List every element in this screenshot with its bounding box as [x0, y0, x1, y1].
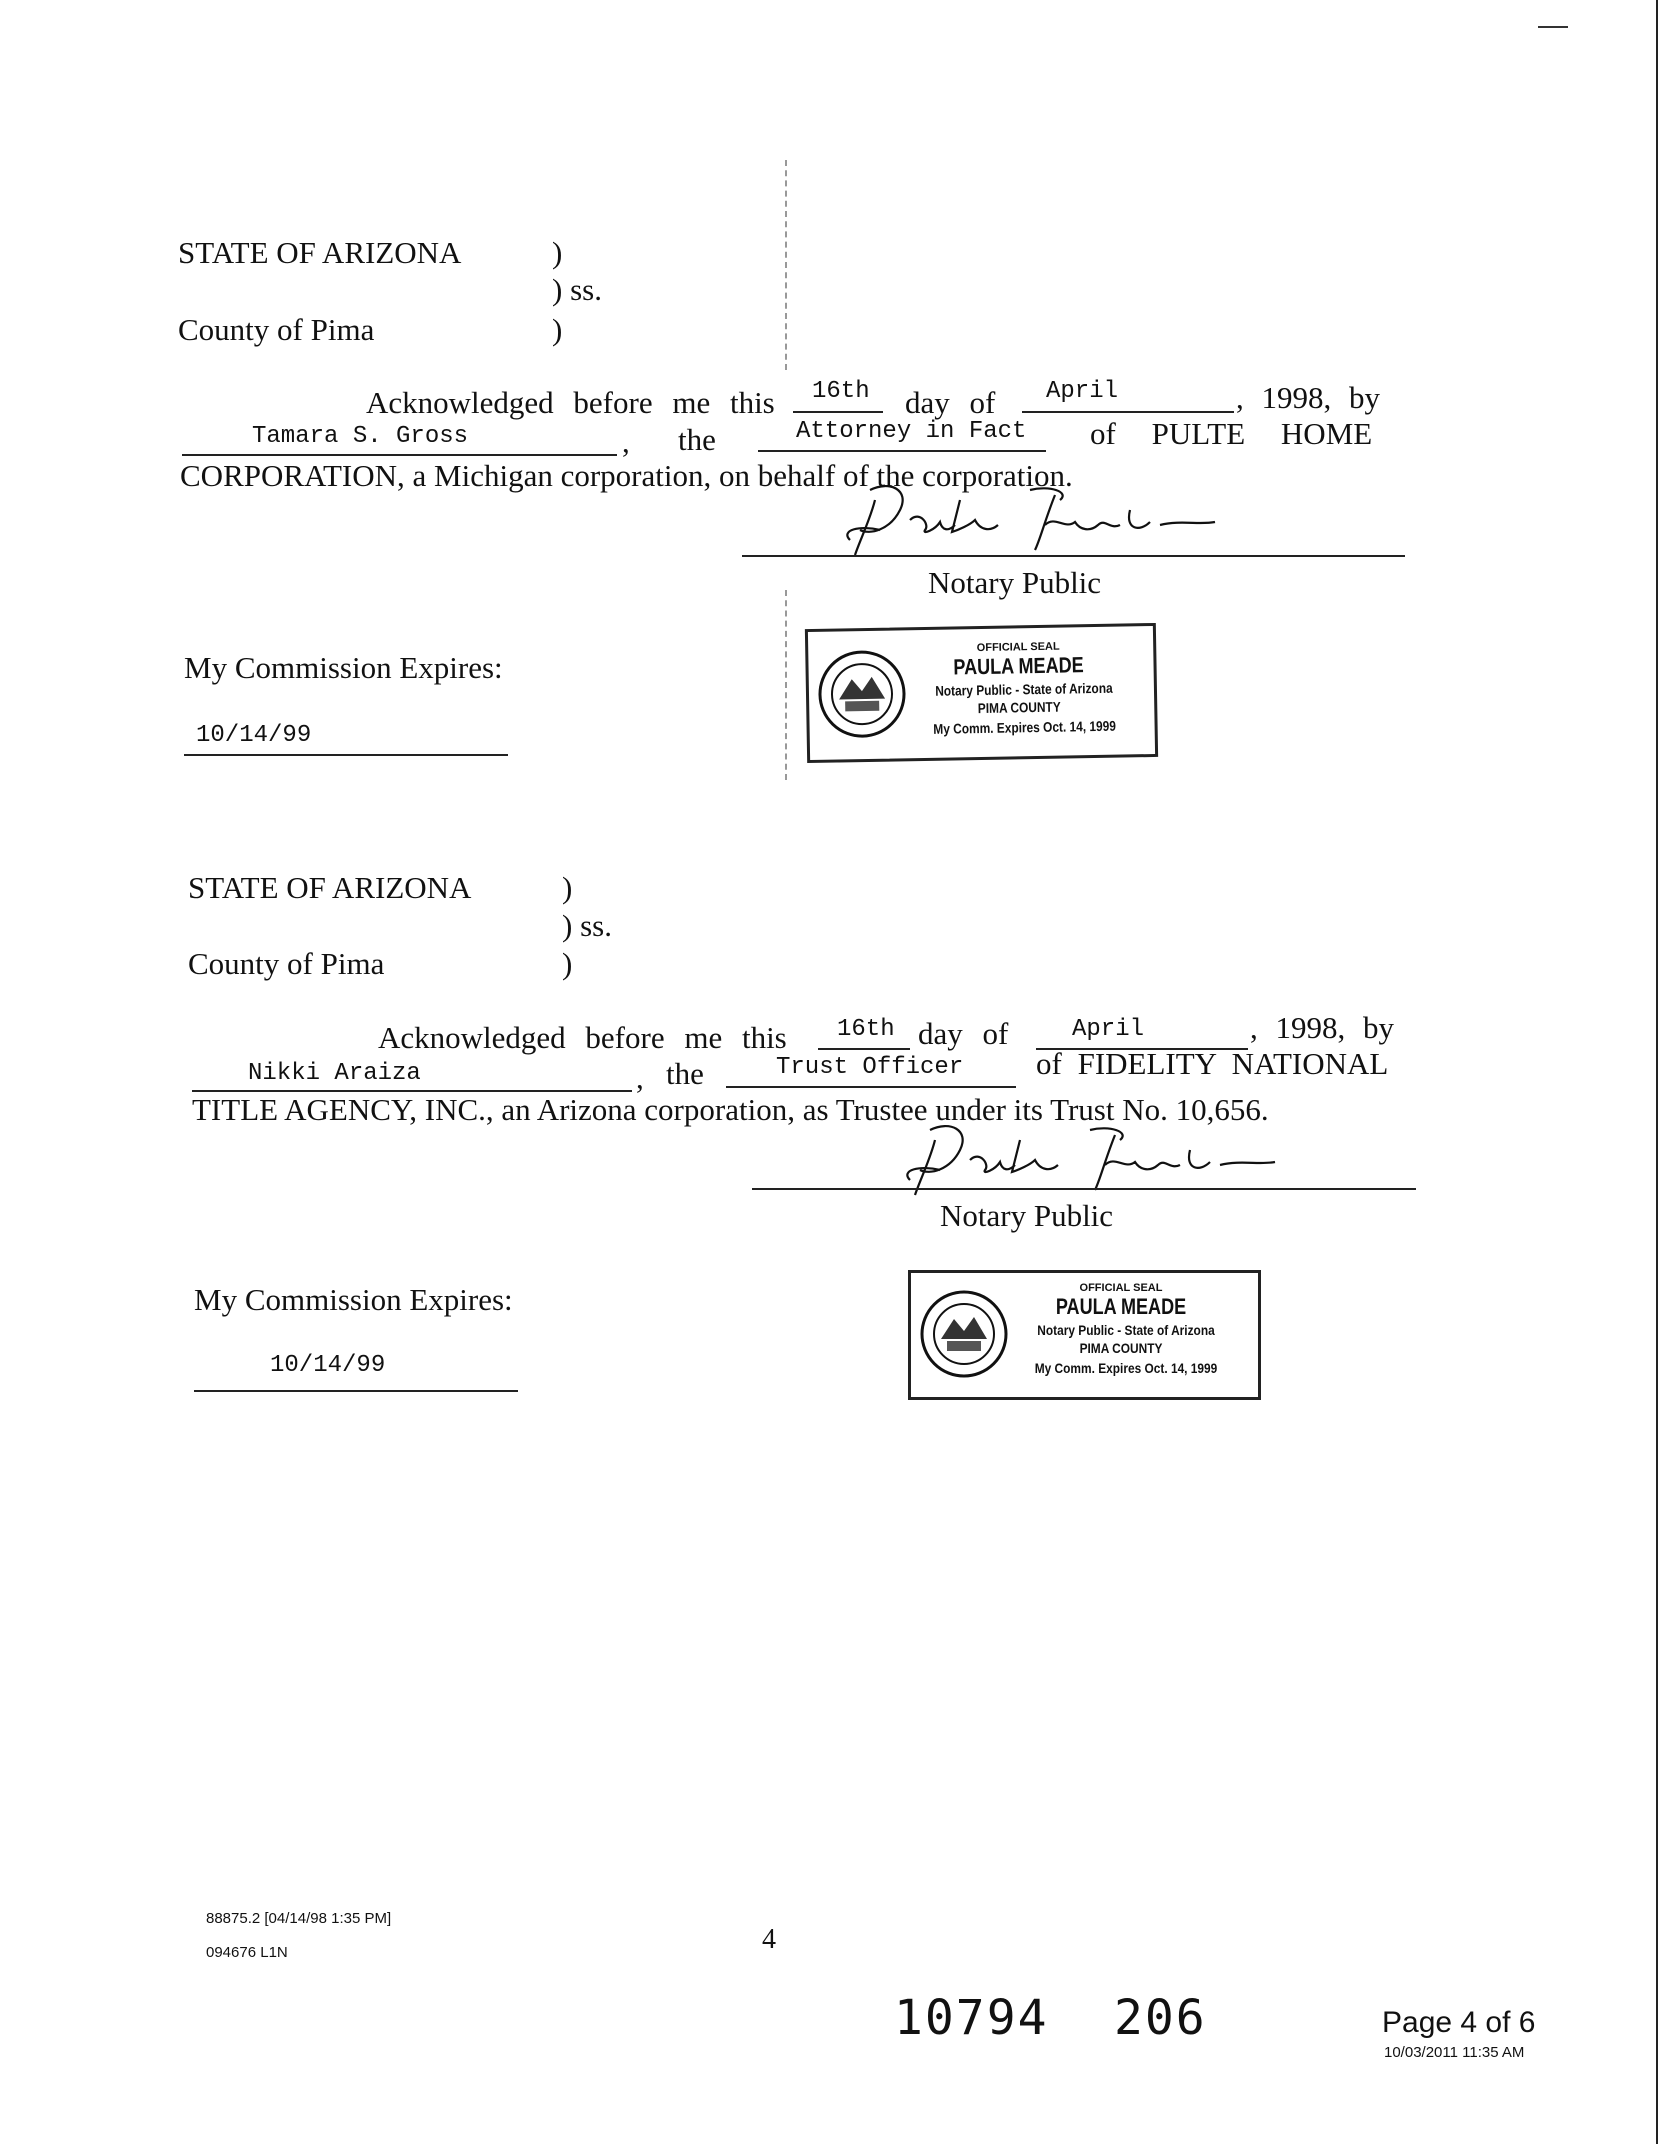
state-label: STATE OF ARIZONA	[178, 235, 462, 270]
state-seal-icon	[816, 648, 908, 740]
commission-underline	[184, 754, 508, 756]
seal-name: PAULA MEADE	[953, 652, 1084, 680]
scan-mark	[1538, 26, 1568, 28]
comma: ,	[622, 424, 630, 459]
ack-prefix: Acknowledged before me this	[378, 1020, 787, 1055]
seal-line1: Notary Public - State of Arizona	[935, 679, 1113, 699]
commission-date: 10/14/99	[196, 722, 312, 749]
role-underline	[726, 1086, 1016, 1088]
the-word: the	[678, 422, 716, 457]
county-label: County of Pima	[188, 946, 385, 981]
state-label: STATE OF ARIZONA	[188, 870, 472, 905]
day-word: day of	[918, 1016, 1009, 1051]
signature-line	[742, 555, 1405, 557]
page-of-count: Page 4 of 6	[1382, 2006, 1536, 2039]
day-underline	[793, 411, 883, 413]
entity-line2: CORPORATION, a Michigan corporation, on behalf of the corporation.	[180, 458, 1073, 493]
person-name: Nikki Araiza	[248, 1060, 421, 1087]
county-label: County of Pima	[178, 312, 375, 347]
paren: )	[552, 235, 563, 270]
recording-page: 206	[1114, 1990, 1207, 2046]
day-value: 16th	[812, 378, 870, 405]
ss-label: ) ss.	[562, 908, 612, 943]
comma: ,	[636, 1060, 644, 1095]
role-underline	[758, 450, 1046, 452]
page-edge-line	[1656, 0, 1658, 2144]
paren: )	[562, 946, 573, 981]
paren: )	[552, 312, 563, 347]
commission-label: My Commission Expires:	[184, 650, 503, 685]
seal-official: OFFICIAL SEAL	[1079, 1282, 1163, 1294]
year-by: , 1998, by	[1250, 1010, 1394, 1045]
notary-public-label: Notary Public	[928, 565, 1102, 600]
month-value: April	[1046, 378, 1119, 405]
person-name: Tamara S. Gross	[252, 423, 469, 450]
notary-public-label: Notary Public	[940, 1198, 1114, 1233]
recording-book: 10794	[894, 1990, 1049, 2046]
month-value: April	[1072, 1016, 1145, 1043]
seal-line1: Notary Public - State of Arizona	[1037, 1322, 1215, 1338]
notary-signature	[890, 1110, 1290, 1200]
scan-artifact	[785, 160, 787, 370]
day-value: 16th	[837, 1016, 895, 1043]
notary-signature	[830, 470, 1230, 560]
entity-line1: of PULTE HOME	[1090, 416, 1373, 451]
seal-line3: My Comm. Expires Oct. 14, 1999	[1034, 1360, 1218, 1376]
month-underline	[1022, 411, 1234, 413]
seal-line3: My Comm. Expires Oct. 14, 1999	[933, 717, 1116, 737]
print-timestamp: 10/03/2011 11:35 AM	[1384, 2044, 1525, 2061]
doc-reference: 88875.2 [04/14/98 1:35 PM]	[206, 1910, 392, 1927]
seal-line2: PIMA COUNTY	[977, 698, 1061, 717]
notary-seal	[908, 1270, 1261, 1400]
ack-prefix: Acknowledged before me this	[366, 385, 775, 420]
commission-underline	[194, 1390, 518, 1392]
day-underline	[818, 1048, 910, 1050]
seal-official: OFFICIAL SEAL	[976, 640, 1060, 655]
paren: )	[562, 870, 573, 905]
state-seal-icon	[919, 1289, 1009, 1379]
ss-label: ) ss.	[552, 272, 602, 307]
entity-line1: of FIDELITY NATIONAL	[1036, 1046, 1389, 1081]
commission-label: My Commission Expires:	[194, 1282, 513, 1317]
role-value: Attorney in Fact	[796, 418, 1027, 445]
year-by: , 1998, by	[1236, 380, 1380, 415]
doc-code: 094676 L1N	[206, 1944, 288, 1961]
day-word: day of	[905, 385, 996, 420]
signature-line	[752, 1188, 1416, 1190]
notary-seal	[805, 623, 1158, 763]
person-underline	[182, 454, 617, 456]
page-number: 4	[762, 1924, 776, 1955]
commission-date: 10/14/99	[270, 1352, 386, 1379]
role-value: Trust Officer	[776, 1054, 964, 1081]
seal-line2: PIMA COUNTY	[1079, 1340, 1163, 1356]
the-word: the	[666, 1056, 704, 1091]
scan-artifact	[785, 590, 787, 780]
seal-name: PAULA MEADE	[1055, 1294, 1187, 1319]
entity-line2: TITLE AGENCY, INC., an Arizona corporation, as Trustee under its Trust No. 10,656.	[192, 1092, 1269, 1127]
